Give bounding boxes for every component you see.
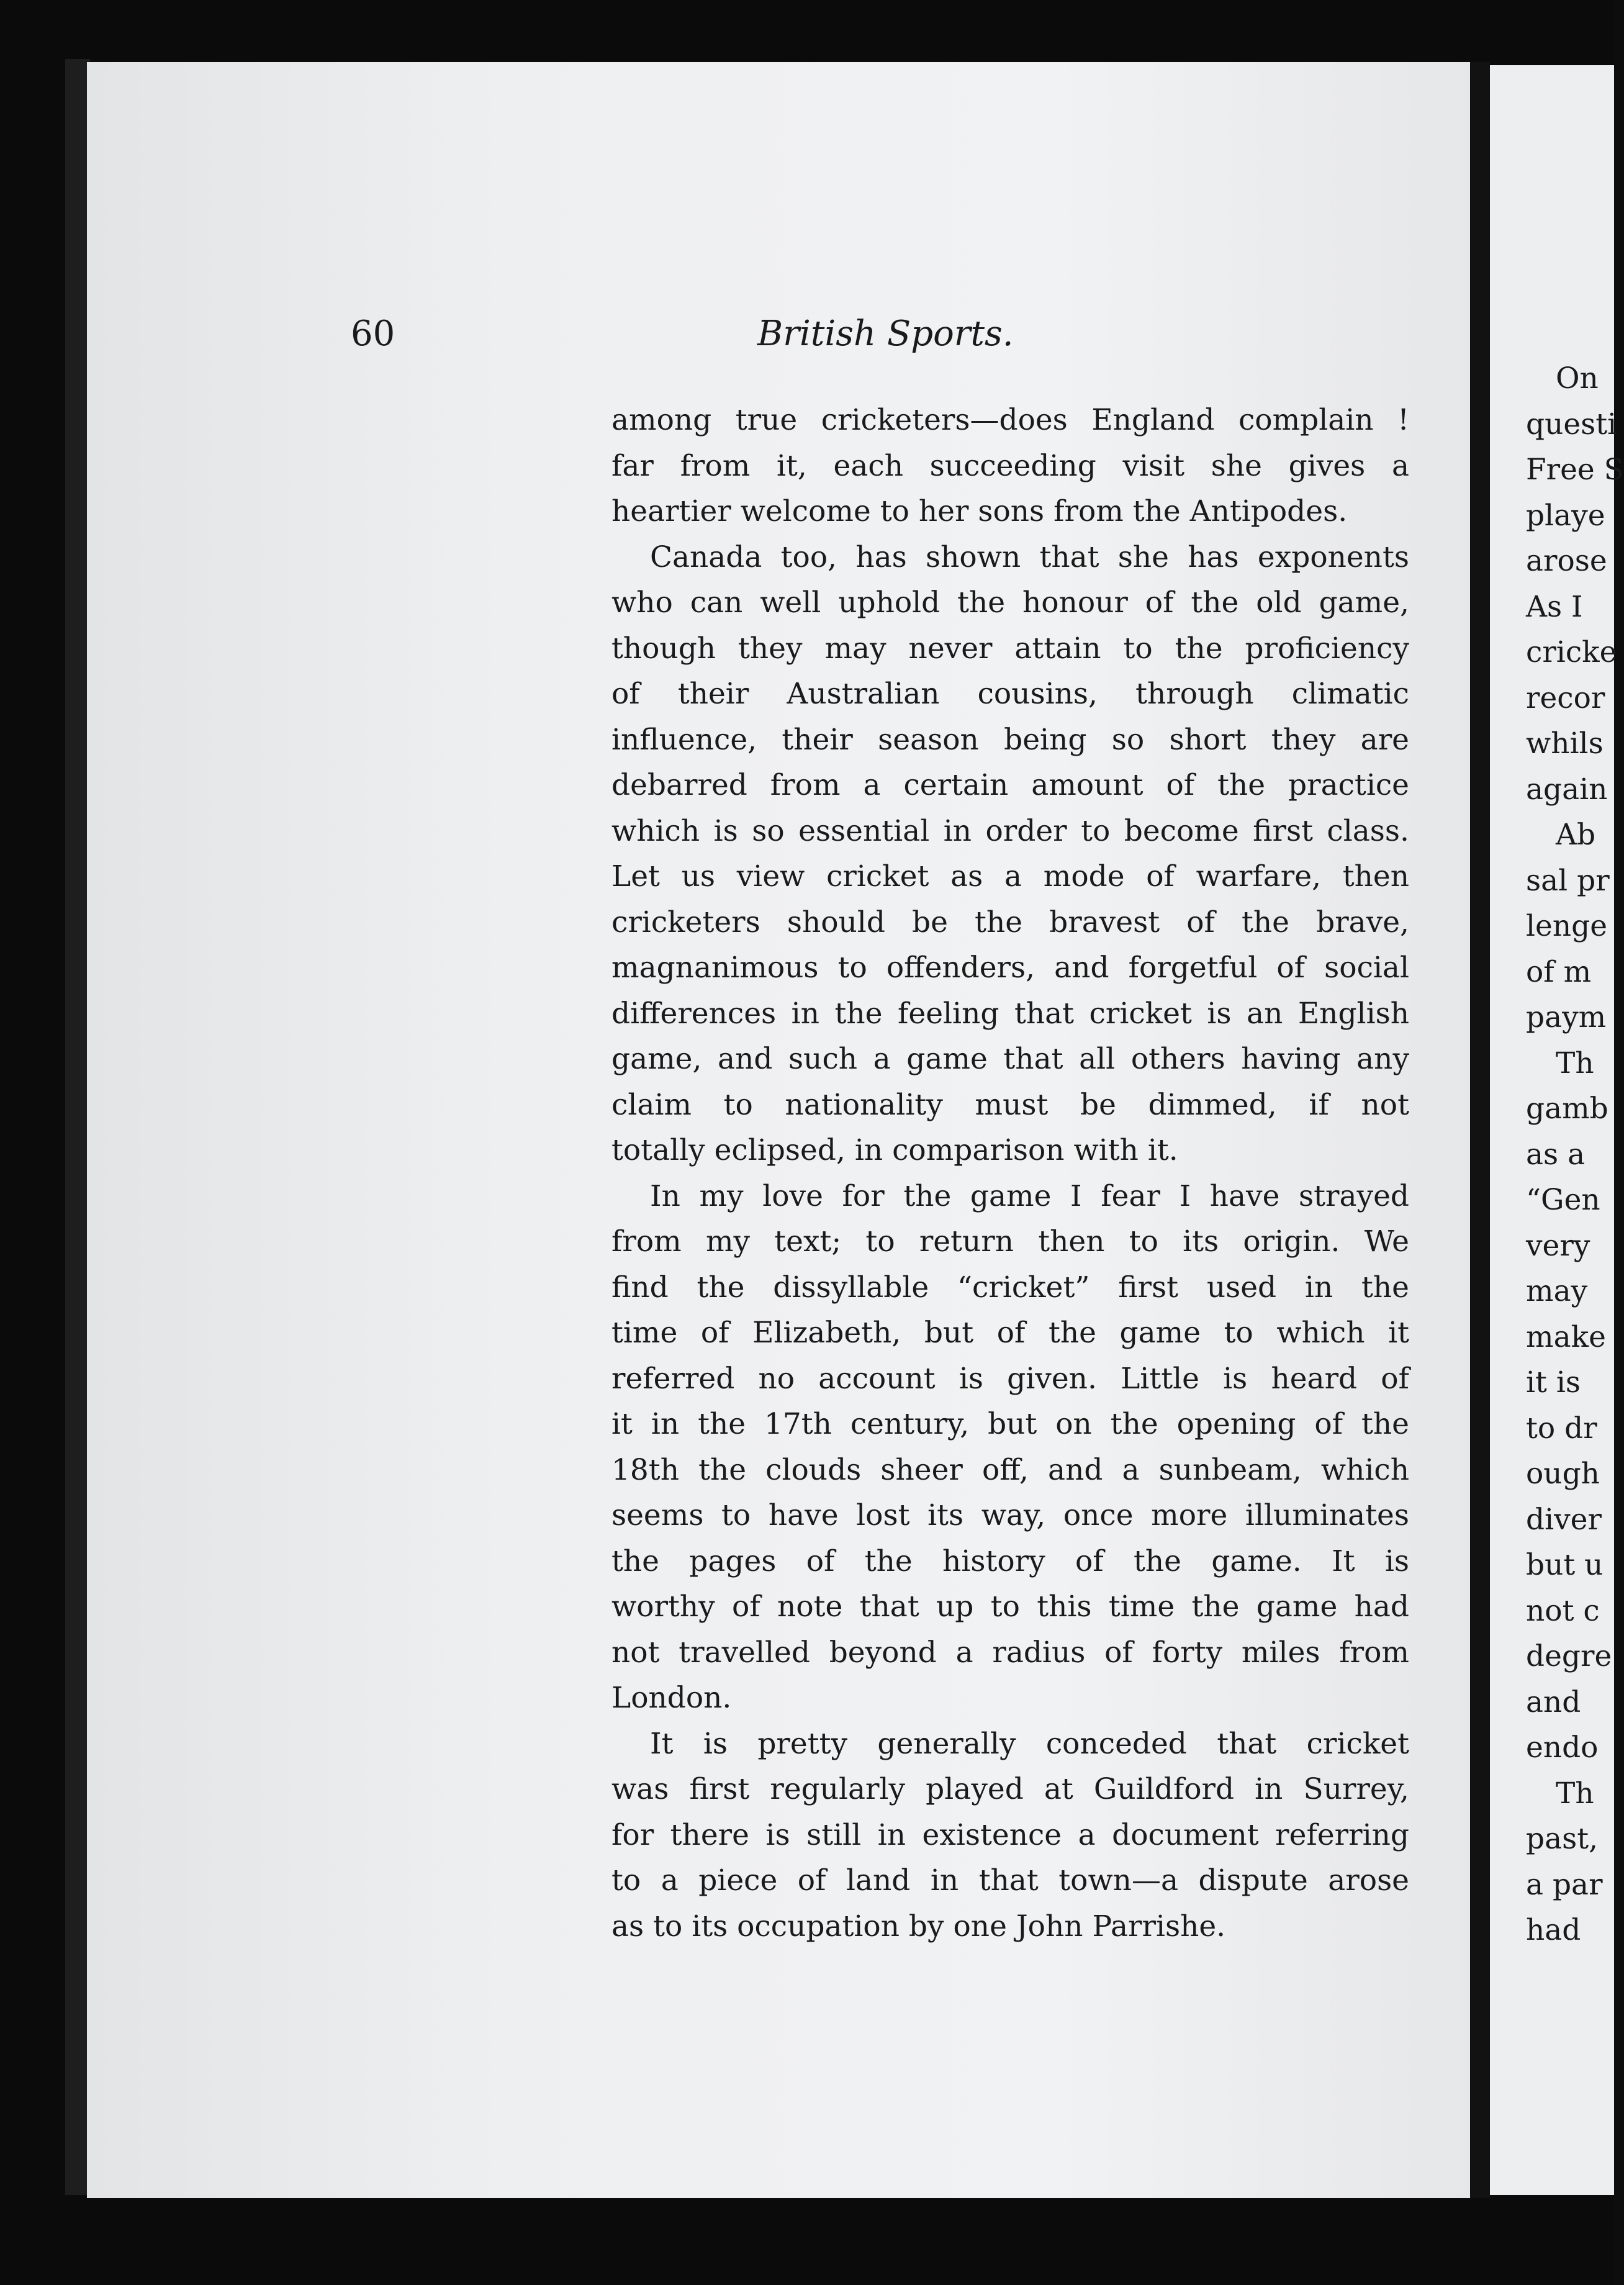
next-page-line: and [1526, 1685, 1581, 1719]
text-line: to a piece of land in that town—a dispute arose [611, 1863, 1409, 1898]
next-page-line: Free S [1526, 453, 1624, 487]
text-line: Canada too, has shown that she has exponents [650, 540, 1409, 574]
text-line: referred no account is given. Little is heard of [611, 1361, 1409, 1396]
text-line: for there is still in existence a document referring [611, 1817, 1409, 1852]
text-line: totally eclipsed, in comparison with it. [611, 1133, 1178, 1167]
page-number: 60 [351, 314, 395, 354]
text-line: which is so essential in order to become first class. [611, 813, 1409, 848]
text-line: the pages of the history of the game. It is [611, 1544, 1409, 1578]
next-page-line: past, [1526, 1822, 1599, 1856]
text-line: In my love for the game I fear I have strayed [650, 1179, 1409, 1213]
next-page-edge [1490, 65, 1624, 2195]
next-page-line: gamb [1526, 1092, 1608, 1126]
text-line: who can well uphold the honour of the old game, [611, 586, 1409, 620]
next-page-line: diver [1526, 1502, 1602, 1537]
next-page-line: to dr [1526, 1411, 1597, 1446]
next-page-line: sal pr [1526, 863, 1610, 898]
text-line: game, and such a game that all others having any [611, 1042, 1409, 1076]
text-line: of their Australian cousins, through climatic [611, 677, 1409, 711]
next-page-line: “Gen [1526, 1183, 1600, 1217]
next-page-line: As I [1526, 589, 1583, 624]
next-page-line: Th [1556, 1046, 1594, 1080]
text-line: 18th the clouds sheer off, and a sunbeam, which [611, 1452, 1409, 1487]
next-page-line: cricke [1526, 635, 1617, 669]
next-page-line: not c [1526, 1593, 1600, 1628]
text-line: London. [611, 1681, 732, 1715]
next-page-line: ough [1526, 1457, 1600, 1491]
text-line: cricketers should be the bravest of the brave, [611, 905, 1409, 939]
text-line: from my text; to return then to its origin. We [611, 1224, 1409, 1259]
next-page-line: lenge [1526, 909, 1608, 943]
text-line: differences in the feeling that cricket is an English [611, 996, 1409, 1031]
text-line: worthy of note that up to this time the game had [611, 1590, 1409, 1624]
next-page-line: questi [1526, 407, 1617, 441]
text-line: far from it, each succeeding visit she gives a [611, 448, 1409, 483]
next-page-line: Ab [1556, 818, 1596, 852]
body-text [611, 397, 1409, 1949]
next-page-line: endo [1526, 1731, 1599, 1765]
next-page-line: may [1526, 1274, 1588, 1308]
page-gutter [1470, 62, 1490, 2198]
text-line: among true cricketers—does England complain ! [611, 403, 1409, 437]
text-line: though they may never attain to the proficiency [611, 631, 1409, 666]
next-page-line: degre [1526, 1639, 1612, 1673]
next-page-line: as a [1526, 1137, 1586, 1172]
text-line: debarred from a certain amount of the practice [611, 768, 1409, 802]
text-line: not travelled beyond a radius of forty miles from [611, 1635, 1409, 1670]
next-page-line: recor [1526, 681, 1605, 715]
next-page-line: playe [1526, 498, 1605, 533]
binding-edge [65, 59, 90, 2195]
next-page-line: whils [1526, 726, 1604, 761]
text-line: time of Elizabeth, but of the game to which it [611, 1316, 1409, 1350]
text-line: Let us view cricket as a mode of warfare, then [611, 859, 1409, 894]
next-page-line: again [1526, 772, 1608, 807]
running-head: British Sports. [757, 314, 1014, 354]
next-page-line: make [1526, 1319, 1606, 1354]
text-line: find the dissyllable “cricket” first used in the [611, 1270, 1409, 1305]
next-page-line: very [1526, 1228, 1590, 1263]
next-page-text [1526, 356, 1624, 1953]
text-line: it in the 17th century, but on the opening of the [611, 1407, 1409, 1441]
text-line: claim to nationality must be dimmed, if not [611, 1087, 1409, 1122]
next-page-line: paym [1526, 1000, 1607, 1034]
text-line: as to its occupation by one John Parrishe. [611, 1909, 1226, 1943]
text-line: magnanimous to offenders, and forgetful of social [611, 951, 1409, 985]
next-page-line: Th [1556, 1776, 1594, 1811]
next-page-line: had [1526, 1913, 1581, 1947]
next-page-line: but u [1526, 1548, 1604, 1582]
text-line: heartier welcome to her sons from the Antipodes. [611, 494, 1348, 528]
next-page-line: arose [1526, 544, 1607, 578]
next-page-line: it is [1526, 1365, 1581, 1400]
text-line: seems to have lost its way, once more illuminates [611, 1498, 1409, 1532]
next-page-line: a par [1526, 1867, 1603, 1902]
text-line: influence, their season being so short they are [611, 722, 1409, 757]
next-page-line: On [1556, 361, 1599, 396]
next-page-line: of m [1526, 954, 1592, 989]
text-line: was first regularly played at Guildford in Surrey, [611, 1772, 1409, 1806]
text-line: It is pretty generally conceded that cricket [650, 1726, 1409, 1761]
